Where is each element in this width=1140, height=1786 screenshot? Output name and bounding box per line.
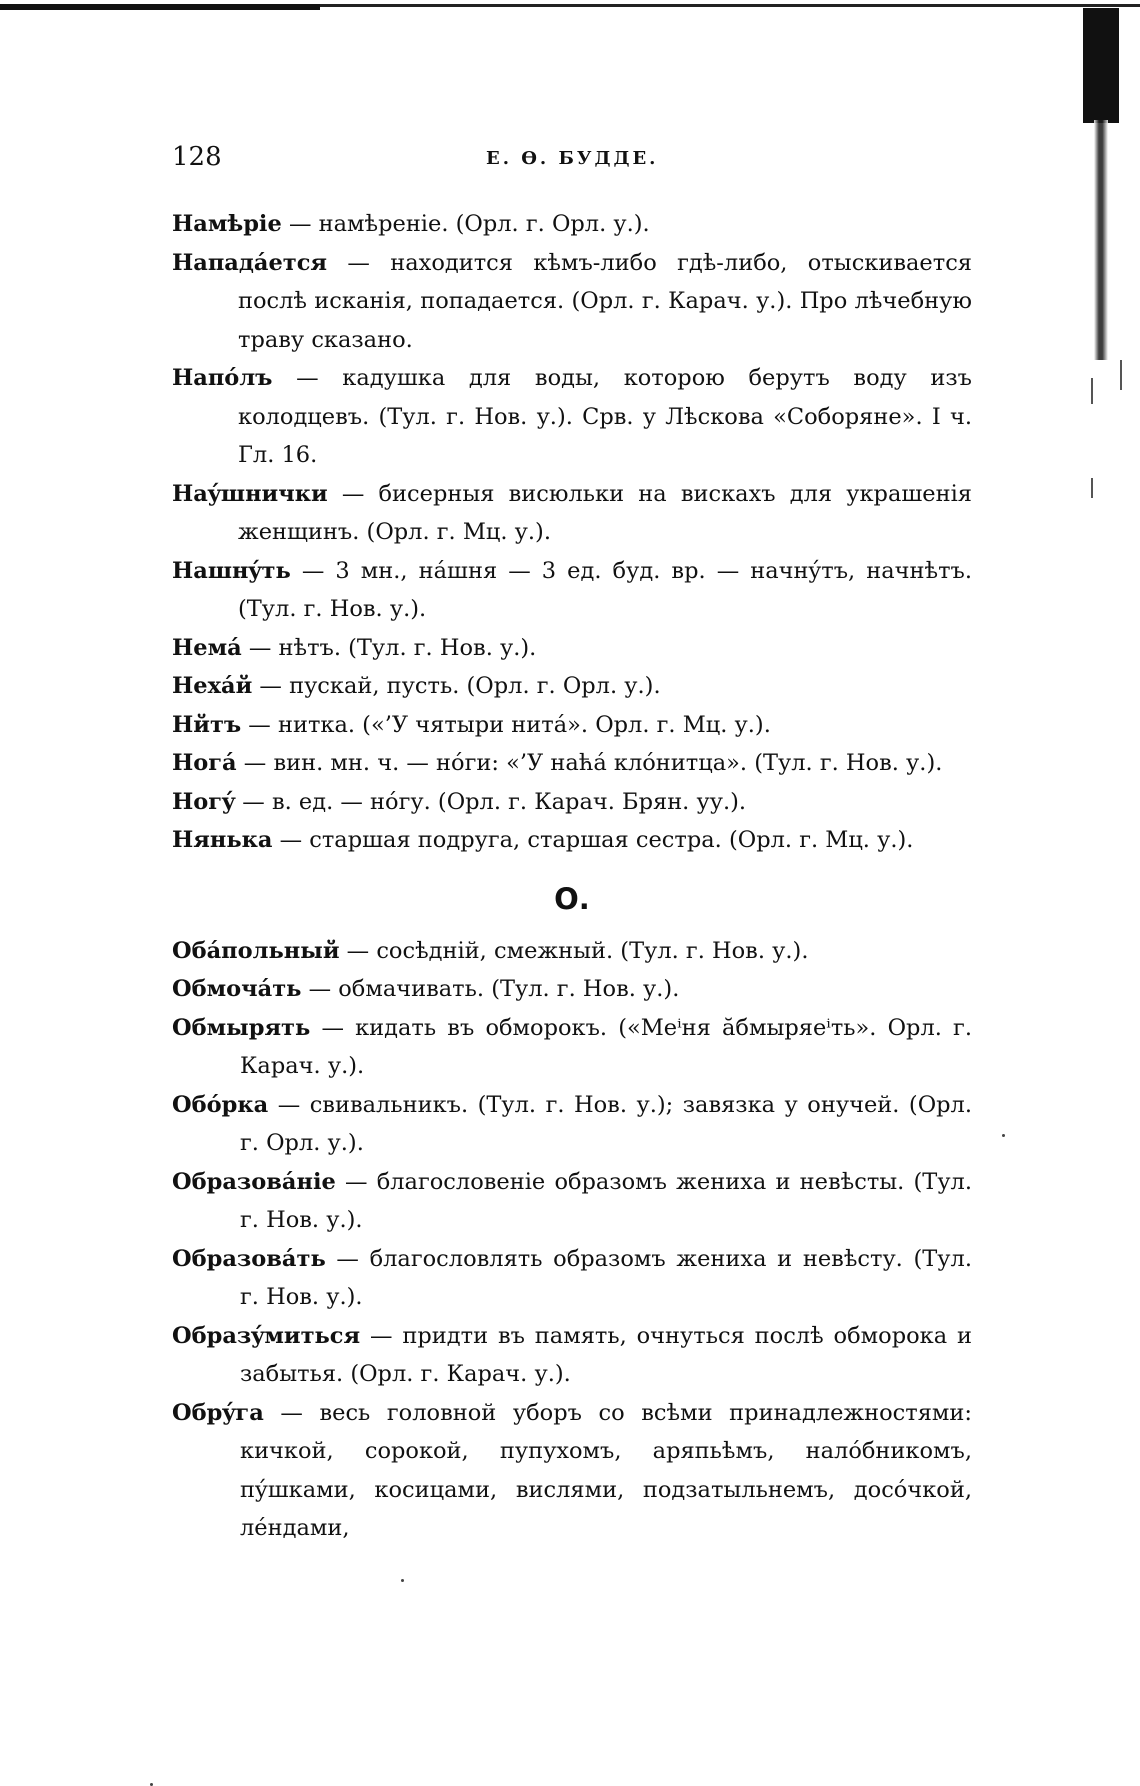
dictionary-entry bbox=[172, 821, 972, 860]
entry-definition: — придти въ память, очнуться послѣ обморока и забытья. (Орл. г. Карач. у.). bbox=[240, 1322, 972, 1387]
entry-headword: Нйтъ bbox=[172, 711, 242, 738]
entry-definition: — нѣтъ. (Тул. г. Нов. у.). bbox=[241, 634, 537, 661]
entry-definition: — сосѣдній, смежный. (Тул. г. Нов. у.). bbox=[339, 937, 809, 964]
entry-definition: — старшая подруга, старшая сестра. (Орл. г. Мц. у.). bbox=[272, 827, 914, 853]
dictionary-entry bbox=[172, 359, 972, 475]
dictionary-entry bbox=[172, 744, 972, 783]
dictionary-entry bbox=[172, 1009, 972, 1086]
dictionary-entry bbox=[172, 1163, 972, 1240]
entry-headword: Нехáй bbox=[172, 673, 253, 699]
entry-headword: Образовáніе bbox=[172, 1168, 336, 1195]
dictionary-entry bbox=[172, 1086, 972, 1163]
dictionary-entry bbox=[172, 205, 972, 244]
scan-margin-tick bbox=[1091, 378, 1093, 404]
dictionary-entry bbox=[172, 475, 972, 552]
scan-edge-mark bbox=[1083, 8, 1119, 123]
entry-headword: Намѣріе bbox=[172, 211, 282, 237]
entry-headword: Обрýга bbox=[172, 1399, 264, 1426]
scan-edge-shadow bbox=[1094, 120, 1108, 360]
entry-definition: — намѣреніе. (Орл. г. Орл. у.). bbox=[281, 211, 650, 237]
dictionary-entry bbox=[172, 970, 972, 1009]
entry-definition: — пускай, пусть. (Орл. г. Орл. у.). bbox=[252, 673, 661, 699]
dictionary-entry bbox=[172, 1394, 972, 1548]
entry-definition: — благословеніе образомъ жениха и невѣсты. (Тул. г. Нов. у.). bbox=[240, 1168, 972, 1233]
entry-definition: — находится кѣмъ-либо гдѣ-либо, отыскивается послѣ исканія, попадается. (Орл. г. Карач. у.). Про лѣчебную траву сказано. bbox=[238, 249, 972, 353]
entry-headword: Нянька bbox=[172, 827, 273, 853]
entry-definition: — вин. мн. ч. — нóги: «’У наћá клóнитца». (Тул. г. Нов. у.). bbox=[236, 750, 943, 776]
entry-definition: — благословлять образомъ жениха и невѣсту. (Тул. г. Нов. у.). bbox=[240, 1245, 972, 1310]
dictionary-entry bbox=[172, 244, 972, 360]
dictionary-entry bbox=[172, 667, 972, 706]
entry-headword: Наýшнички bbox=[172, 480, 328, 507]
entry-headword: Обáпольный bbox=[172, 937, 340, 964]
scan-speck bbox=[401, 1579, 404, 1582]
entry-definition: — кидать въ обморокъ. («Меⁱня ăбмыряеⁱть». Орл. г. Карач. у.). bbox=[240, 1014, 972, 1079]
section-o-entries bbox=[172, 932, 972, 1548]
entry-headword: Образовáть bbox=[172, 1245, 326, 1272]
section-n-entries bbox=[172, 205, 972, 860]
dictionary-entry bbox=[172, 1317, 972, 1394]
entry-headword: Обмочáть bbox=[172, 976, 302, 1002]
scan-edge-tick bbox=[1120, 360, 1122, 390]
entry-definition: — обмачивать. (Тул. г. Нов. у.). bbox=[301, 976, 680, 1002]
dictionary-entry bbox=[172, 629, 972, 668]
entry-headword: Нашнýть bbox=[172, 557, 291, 584]
dictionary-body bbox=[172, 205, 972, 1548]
entry-headword: Ногá bbox=[172, 750, 237, 776]
entry-definition: — кадушка для воды, которою берутъ воду изъ колодцевъ. (Тул. г. Нов. у.). Срв. у Лѣскова «Соборяне». I ч. Гл. 16. bbox=[238, 365, 972, 468]
entry-headword: Ногý bbox=[172, 788, 236, 815]
scan-speck bbox=[1002, 1134, 1005, 1137]
dictionary-entry bbox=[172, 552, 972, 629]
entry-headword: Напóлъ bbox=[172, 365, 273, 391]
entry-definition: — весь головной уборъ со всѣми принадлежностями: кичкой, сорокой, пупухомъ, аряпьѣмъ, налóбникомъ, пýшками, косицами, вислями, подзатыльнемъ, досóчкой, лéндами, bbox=[240, 1399, 972, 1541]
entry-definition: — 3 мн., нáшня — 3 ед. буд. вр. — начнýтъ, начнѣтъ. (Тул. г. Нов. у.). bbox=[238, 557, 972, 622]
entry-definition: — нитка. («’У чятыри нитá». Орл. г. Мц. у.). bbox=[241, 711, 771, 738]
entry-headword: Немá bbox=[172, 634, 242, 661]
dictionary-entry bbox=[172, 783, 972, 822]
section-letter-heading: О. bbox=[554, 881, 590, 916]
page-number: 128 bbox=[172, 142, 222, 172]
running-head: Е. Ѳ. БУДДЕ. bbox=[486, 148, 659, 169]
entry-headword: Обóрка bbox=[172, 1091, 269, 1118]
scan-top-rule-thick bbox=[0, 4, 320, 10]
entry-definition: — в. ед. — нóгу. (Орл. г. Карач. Брян. уу.). bbox=[235, 788, 747, 815]
dictionary-entry bbox=[172, 1240, 972, 1317]
entry-definition: — бисерныя висюльки на вискахъ для украшенія женщинъ. (Орл. г. Мц. у.). bbox=[238, 480, 972, 545]
entry-definition: — свивальникъ. (Тул. г. Нов. у.); завязка у онучей. (Орл. г. Орл. у.). bbox=[240, 1091, 972, 1156]
dictionary-entry bbox=[172, 932, 972, 971]
dictionary-entry bbox=[172, 706, 972, 745]
entry-headword: Обмырять bbox=[172, 1014, 311, 1041]
scan-margin-tick bbox=[1091, 478, 1093, 498]
entry-headword: Нападáется bbox=[172, 249, 328, 276]
entry-headword: Образýмиться bbox=[172, 1322, 361, 1349]
